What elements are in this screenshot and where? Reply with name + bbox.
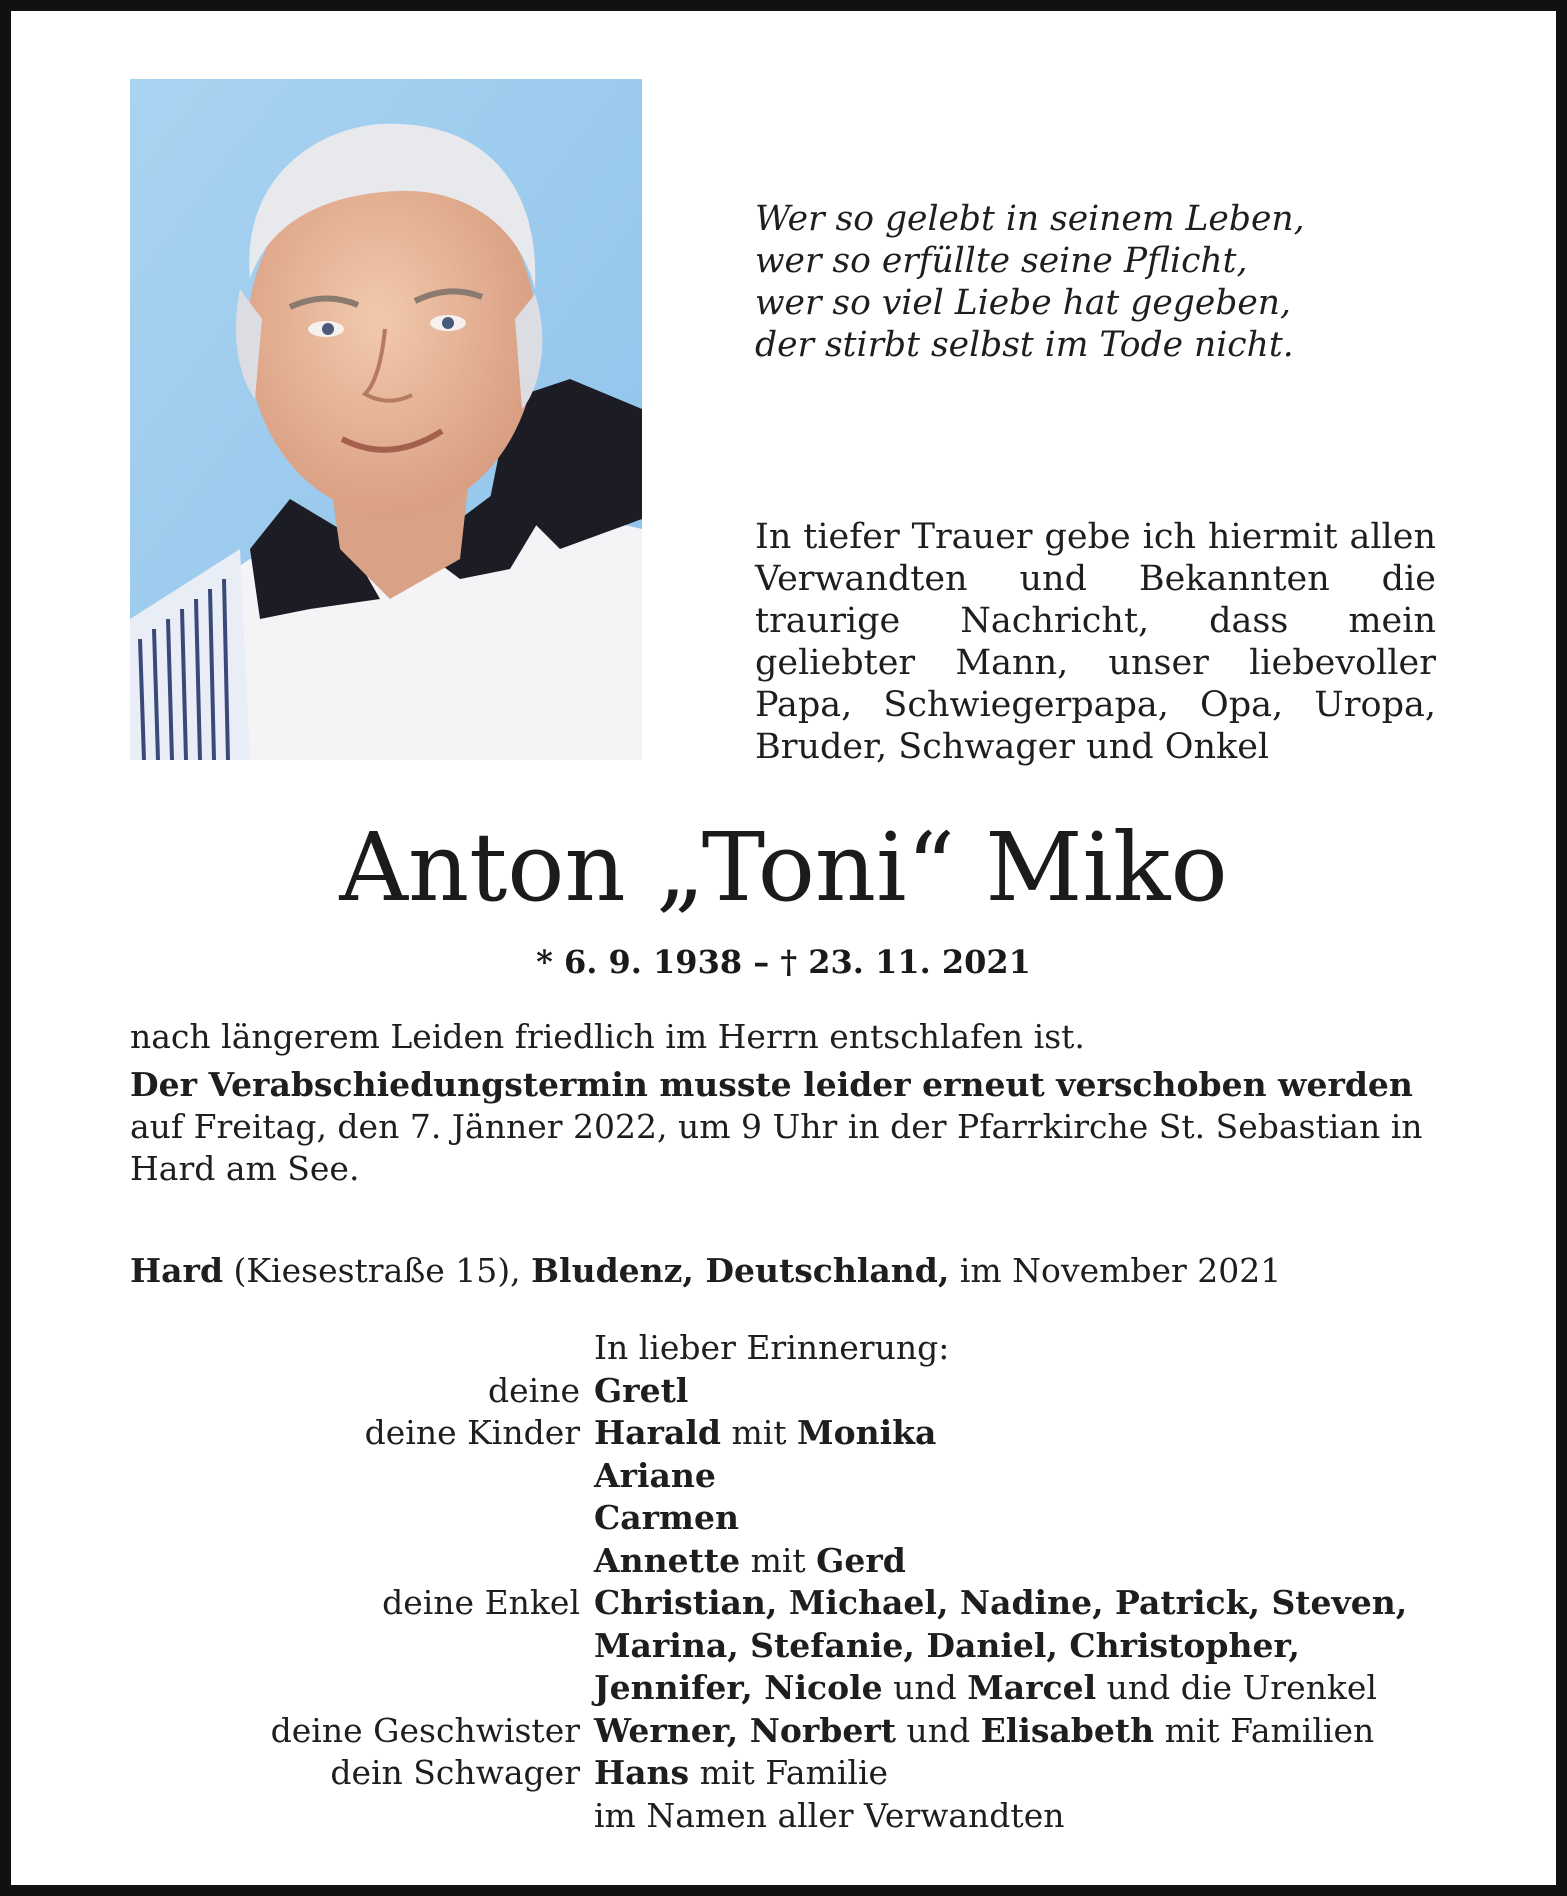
connector-text: und: [895, 1710, 981, 1750]
mourner-name: Werner, Norbert: [594, 1710, 896, 1750]
memory-heading: In lieber Erinnerung:: [594, 1328, 950, 1367]
portrait-photo: [130, 79, 642, 760]
poem-line: Wer so gelebt in seinem Leben,: [755, 199, 1305, 239]
mourner-label: deine Kinder: [364, 1413, 580, 1452]
mourner-name: Gretl: [594, 1370, 689, 1410]
connector-text: und die Urenkel: [1096, 1668, 1377, 1707]
mourner-row: [0, 1497, 1567, 1540]
mourners-list: [0, 1327, 1567, 1837]
mourner-name: Monika: [797, 1413, 937, 1452]
mourner-name: Marcel: [967, 1668, 1097, 1707]
mourner-row: [0, 1370, 1567, 1413]
mourner-name: Carmen: [594, 1498, 739, 1537]
place-town: Hard: [130, 1251, 224, 1290]
mourner-name: Christian, Michael, Nadine, Patrick, Steven,: [594, 1583, 1408, 1622]
mourner-label: deine: [488, 1370, 580, 1410]
memory-closing: im Namen aller Verwandten: [594, 1795, 1065, 1835]
intro-paragraph: In tiefer Trauer gebe ich hiermit allen Verwandten und Bekannten die traurige Nachricht, dass mein geliebter Mann, unser liebevoller Papa, Schwiegerpapa, Opa, Uropa, Bruder, Schwager und Onkel: [755, 517, 1436, 767]
deceased-name: Anton „Toni“ Miko: [339, 813, 1228, 923]
mourner-name: Hans: [594, 1753, 690, 1792]
mourner-row: [0, 1540, 1567, 1583]
mourner-name: Jennifer, Nicole: [594, 1668, 883, 1707]
mourner-name: Harald: [594, 1413, 721, 1452]
mourner-row: [0, 1412, 1567, 1455]
passing-text: nach längerem Leiden friedlich im Herrn entschlafen ist.: [130, 1017, 1085, 1056]
place-line: [130, 1250, 1436, 1292]
connector-text: und: [882, 1668, 968, 1707]
place-others: Bludenz, Deutschland,: [531, 1251, 950, 1290]
mourner-row: [0, 1625, 1567, 1668]
mourner-label: dein Schwager: [330, 1753, 580, 1792]
poem-line: wer so viel Liebe hat gegeben,: [755, 283, 1291, 323]
connector-text: mit: [740, 1540, 817, 1580]
notice-details: auf Freitag, den 7. Jänner 2022, um 9 Uhr in der Pfarrkirche St. Sebastian in Hard am See.: [130, 1107, 1423, 1188]
notice-bold: Der Verabschiedungstermin musste leider erneut verschoben werden: [130, 1065, 1413, 1104]
mourner-name: Gerd: [816, 1540, 906, 1580]
mourner-row: [0, 1582, 1567, 1625]
connector-text: mit: [720, 1413, 798, 1452]
mourner-label: deine Enkel: [382, 1583, 580, 1622]
mourner-label: deine Geschwister: [270, 1710, 580, 1750]
announcement-text: [130, 1016, 1436, 1190]
mourner-name: Ariane: [594, 1455, 716, 1495]
mourner-name: Annette: [594, 1540, 741, 1580]
poem-line: wer so erfüllte seine Pflicht,: [755, 241, 1248, 281]
memorial-poem: [755, 198, 1455, 366]
place-street: (Kiesestraße 15),: [223, 1251, 532, 1290]
poem-line: der stirbt selbst im Tode nicht.: [755, 325, 1294, 365]
mourner-name: Marina, Stefanie, Daniel, Christopher,: [594, 1625, 1300, 1665]
mourner-row: [0, 1667, 1567, 1710]
life-dates: * 6. 9. 1938 – † 23. 11. 2021: [536, 943, 1031, 981]
mourner-name: Elisabeth: [980, 1710, 1155, 1750]
connector-text: mit Familie: [689, 1753, 889, 1792]
mourner-row: [0, 1752, 1567, 1795]
connector-text: mit Familien: [1154, 1710, 1375, 1750]
mourner-row: [0, 1710, 1567, 1753]
mourner-row: [0, 1455, 1567, 1498]
place-date: im November 2021: [949, 1251, 1282, 1290]
